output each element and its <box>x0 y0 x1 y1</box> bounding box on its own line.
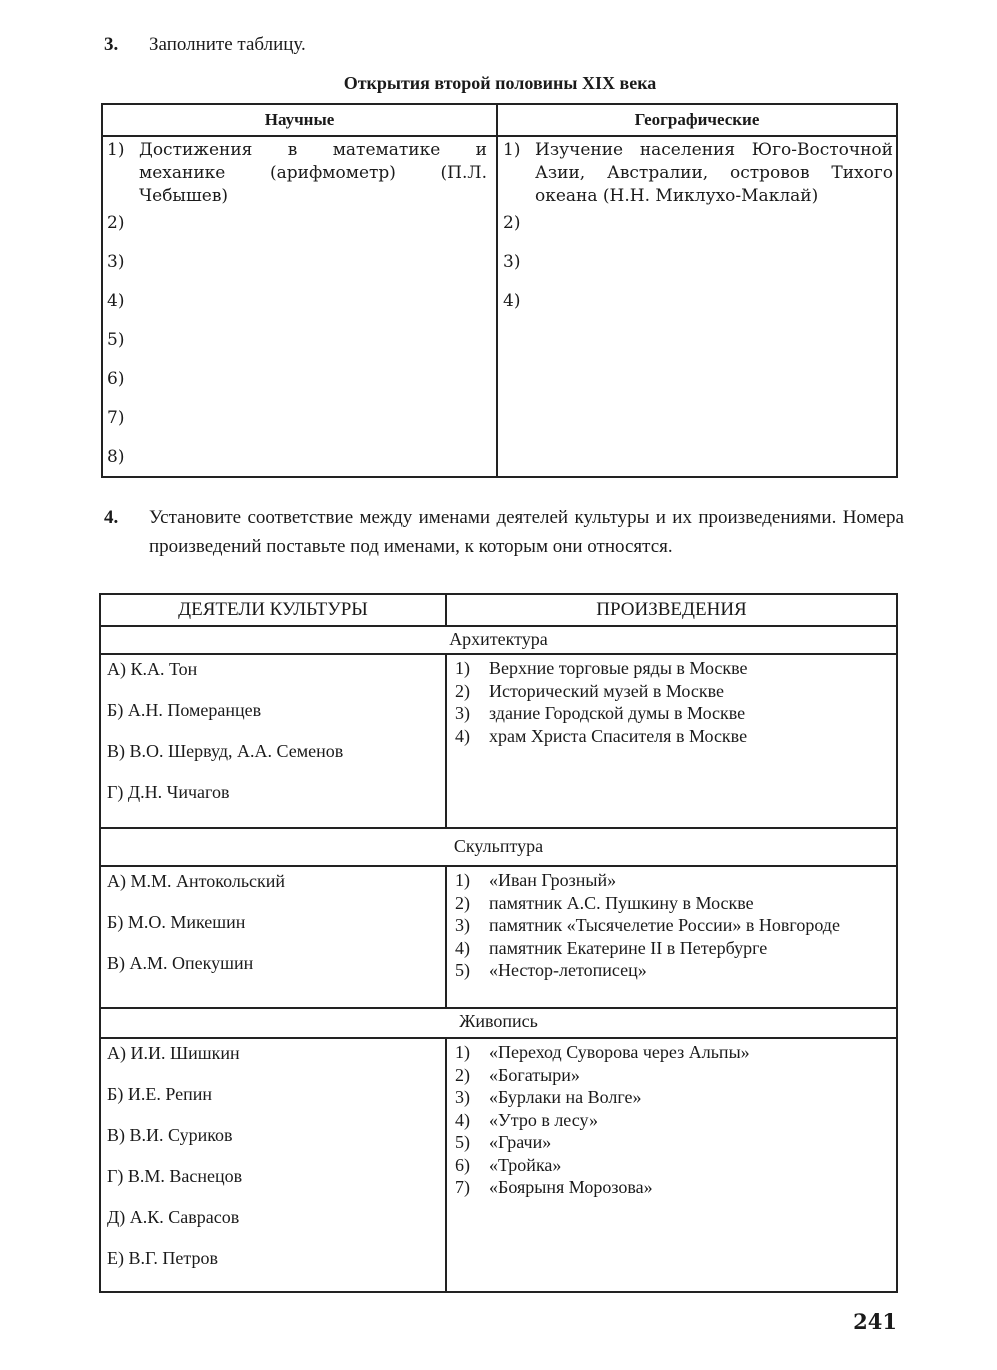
work-item <box>455 937 890 960</box>
geographic-entry[interactable] <box>503 139 893 208</box>
work-title: «Бурлаки на Волге» <box>489 1087 642 1107</box>
work-item <box>455 892 890 915</box>
work-number: 7) <box>455 1177 470 1197</box>
work-title: «Тройка» <box>489 1154 562 1175</box>
entry-number: 4) <box>107 291 125 311</box>
geographic-entry[interactable] <box>503 290 893 329</box>
sculpture-works <box>447 865 896 1007</box>
work-title: памятник «Тысячелетие России» в Новгороде <box>489 915 840 935</box>
work-number: 5) <box>455 1132 470 1152</box>
work-number: 4) <box>455 725 470 746</box>
entry-number: 5) <box>107 330 125 350</box>
work-title: «Иван Грозный» <box>489 870 617 890</box>
figure-name[interactable]: Б) М.О. Микешин <box>107 912 246 932</box>
scientific-entry[interactable] <box>107 139 487 208</box>
matching-table <box>99 593 898 1293</box>
figure-name[interactable]: В) В.О. Шервуд, А.А. Семенов <box>107 741 344 761</box>
header-figures: ДЕЯТЕЛИ КУЛЬТУРЫ <box>101 595 447 625</box>
painting-names <box>101 1037 447 1291</box>
section-painting <box>101 1037 896 1291</box>
architecture-works <box>447 653 896 827</box>
page-number: 241 <box>853 1309 897 1334</box>
figure-name[interactable]: Б) И.Е. Репин <box>107 1084 212 1104</box>
entry-text: Достижения в математике и механике (арифмометр) (П.Л. Чебышев) <box>139 140 487 206</box>
work-number: 3) <box>455 1087 470 1107</box>
header-works: ПРОИЗВЕДЕНИЯ <box>596 599 747 620</box>
figure-name[interactable]: Г) Д.Н. Чичагов <box>107 782 230 802</box>
header-scientific: Научные <box>264 110 335 129</box>
work-number: 3) <box>455 703 470 723</box>
geographic-entry[interactable] <box>503 212 893 251</box>
entry-number: 7) <box>107 408 125 428</box>
work-title: памятник А.С. Пушкину в Москве <box>489 892 754 913</box>
work-title: храм Христа Спасителя в Москве <box>489 725 748 746</box>
work-number: 4) <box>455 1109 470 1130</box>
work-number: 3) <box>455 915 470 935</box>
figure-name[interactable]: Д) А.К. Саврасов <box>107 1207 240 1227</box>
sculpture-names <box>101 865 447 1007</box>
matching-header-row <box>101 595 896 627</box>
work-number: 2) <box>455 892 470 913</box>
work-number: 1) <box>455 1042 470 1062</box>
work-item <box>455 1176 890 1199</box>
work-title: «Грачи» <box>489 1132 552 1152</box>
column-divider <box>496 105 498 476</box>
task-3-instruction: Заполните таблицу. <box>149 34 306 55</box>
figure-name[interactable]: Г) В.М. Васнецов <box>107 1166 243 1186</box>
entry-number: 8) <box>107 447 125 467</box>
work-title: «Богатыри» <box>489 1064 580 1085</box>
figure-name[interactable]: Е) В.Г. Петров <box>107 1248 218 1268</box>
scientific-entry[interactable] <box>107 329 487 368</box>
work-item <box>455 657 890 680</box>
figure-name[interactable]: В) В.И. Суриков <box>107 1125 233 1145</box>
work-title: «Боярыня Морозова» <box>489 1177 653 1197</box>
geographic-entry[interactable] <box>503 251 893 290</box>
work-number: 2) <box>455 680 470 701</box>
work-title: Верхние торговые ряды в Москве <box>489 658 748 678</box>
task-3-number: 3. <box>104 34 119 55</box>
work-title: памятник Екатерине II в Петербурге <box>489 937 768 958</box>
work-item <box>455 914 890 937</box>
entry-number: 2) <box>107 213 125 233</box>
section-sculpture <box>101 865 896 1009</box>
work-title: Исторический музей в Москве <box>489 680 724 701</box>
figure-name[interactable]: Б) А.Н. Померанцев <box>107 700 262 720</box>
work-item <box>455 1041 890 1064</box>
entry-number: 3) <box>107 252 125 272</box>
work-title: «Нестор-летописец» <box>489 960 647 980</box>
work-number: 4) <box>455 937 470 958</box>
work-item <box>455 680 890 703</box>
scientific-entry[interactable] <box>107 251 487 290</box>
task-4-instruction: Установите соответствие между именами деятелей культуры и их произведениями. Номера произведений поставьте под именами, к которым они относятся. <box>149 507 904 557</box>
entry-number: 6) <box>107 369 125 389</box>
scientific-entry[interactable] <box>107 407 487 446</box>
work-number: 6) <box>455 1154 470 1175</box>
painting-works <box>447 1037 896 1291</box>
work-number: 1) <box>455 870 470 890</box>
scientific-entry[interactable] <box>107 446 487 485</box>
work-title: «Утро в лесу» <box>489 1109 598 1130</box>
entry-number: 1) <box>503 140 521 160</box>
work-item <box>455 1064 890 1087</box>
header-geographic: Географические <box>634 110 760 129</box>
work-number: 1) <box>455 658 470 678</box>
work-item <box>455 1109 890 1132</box>
figure-name[interactable]: А) К.А. Тон <box>107 659 198 679</box>
scientific-column <box>107 139 487 485</box>
geographic-column <box>503 139 893 329</box>
work-title: «Переход Суворова через Альпы» <box>489 1042 750 1062</box>
entry-number: 3) <box>503 252 521 272</box>
work-item <box>455 1154 890 1177</box>
work-number: 5) <box>455 960 470 980</box>
work-item <box>455 1086 890 1109</box>
scientific-entry[interactable] <box>107 212 487 251</box>
work-item <box>455 725 890 748</box>
entry-number: 1) <box>107 140 125 160</box>
work-title: здание Городской думы в Москве <box>489 703 746 723</box>
figure-name[interactable]: А) М.М. Антокольский <box>107 871 286 891</box>
entry-text: Изучение населения Юго-Восточной Азии, Австралии, островов Тихого океана (Н.Н. Миклухо-Маклай) <box>535 140 893 206</box>
work-item <box>455 869 890 892</box>
table-header-row <box>103 105 896 137</box>
section-architecture <box>101 653 896 829</box>
work-item <box>455 959 890 982</box>
work-item <box>455 1131 890 1154</box>
scientific-entry[interactable] <box>107 368 487 407</box>
scientific-entry[interactable] <box>107 290 487 329</box>
table-caption: Открытия второй половины XIX века <box>343 73 657 93</box>
figure-name[interactable]: В) А.М. Опекушин <box>107 953 254 973</box>
figure-name[interactable]: А) И.И. Шишкин <box>107 1043 240 1063</box>
task-4-number: 4. <box>104 507 119 528</box>
section-painting-title: Живопись <box>101 1007 896 1039</box>
section-sculpture-title: Скульптура <box>101 827 896 867</box>
discoveries-table <box>101 103 898 478</box>
architecture-names <box>101 653 447 827</box>
work-number: 2) <box>455 1064 470 1085</box>
entry-number: 2) <box>503 213 521 233</box>
entry-number: 4) <box>503 291 521 311</box>
section-architecture-title: Архитектура <box>101 625 896 655</box>
work-item <box>455 702 890 725</box>
